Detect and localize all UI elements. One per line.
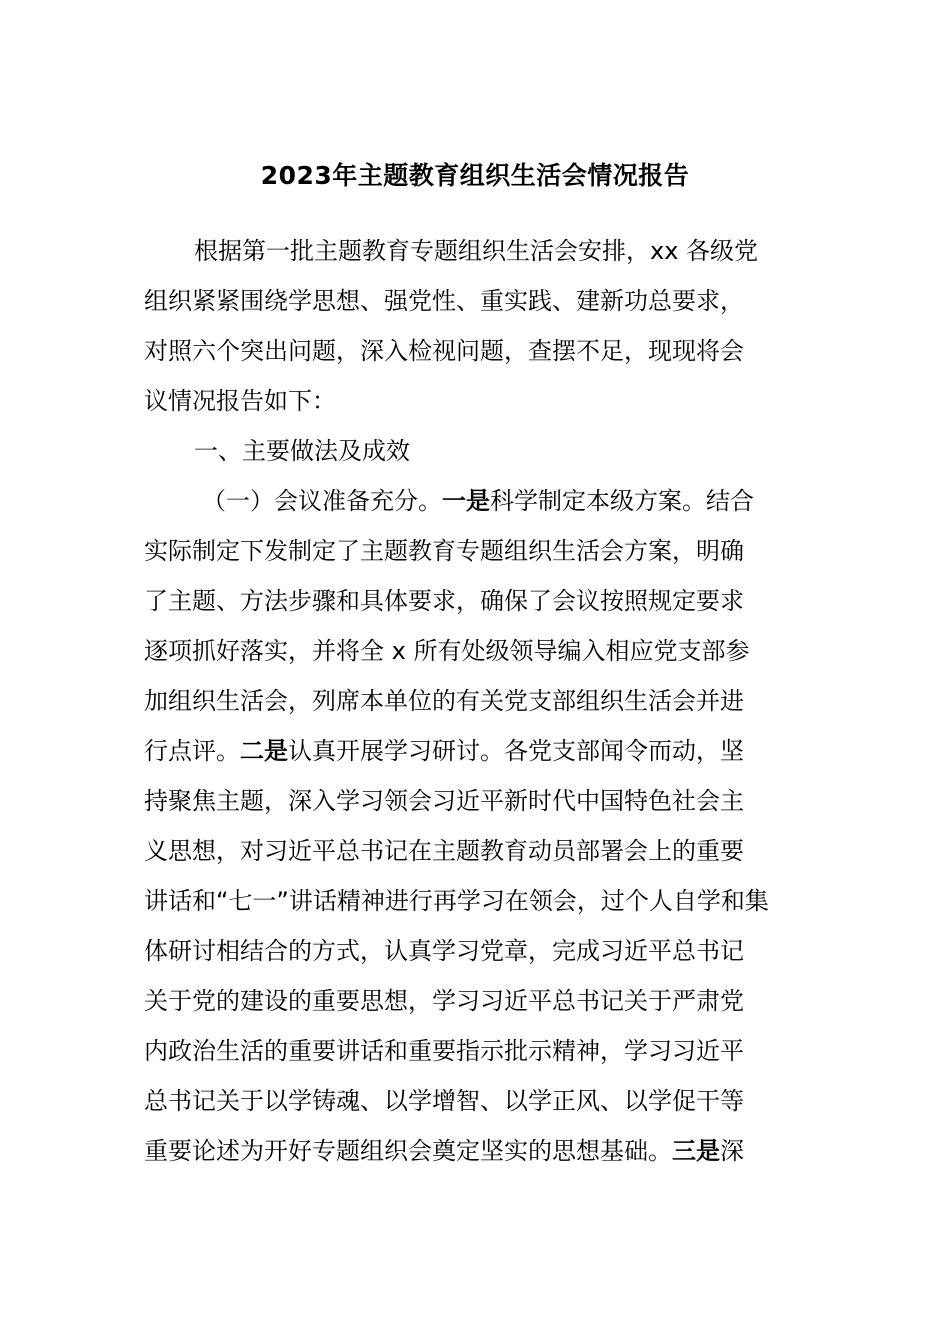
paragraph-line	[144, 526, 796, 576]
line-text: 内政治生活的重要讲话和重要指示批示精神，学习习近平	[144, 1037, 744, 1065]
line-text: 行点评。	[144, 737, 240, 765]
line-text: 实际制定下发制定了主题教育专题组织生活会方案，明确	[144, 537, 744, 565]
line-text: 一、主要做法及成效	[194, 437, 410, 465]
paragraph-line	[144, 576, 796, 626]
paragraph-line	[144, 926, 796, 976]
line-text: 加组织生活会，列席本单位的有关党支部组织生活会并进	[144, 687, 744, 715]
line-text: 逐项抓好落实，并将全 x 所有处级领导编入相应党支部参	[144, 637, 750, 665]
line-text: 组织紧紧围绕学思想、强党性、重实践、建新功总要求，	[144, 287, 744, 315]
line-text: 根据第一批主题教育专题组织生活会安排，xx 各级党	[194, 237, 759, 265]
paragraph-line	[144, 226, 796, 276]
line-text: 对照六个突出问题，深入检视问题，查摆不足，现现将会	[144, 337, 744, 365]
paragraph-line	[144, 676, 796, 726]
paragraph-line	[144, 1126, 796, 1176]
line-text: 重要论述为开好专题组织会奠定坚实的思想基础。	[144, 1137, 672, 1165]
line-text: 体研讨相结合的方式，认真学习党章，完成习近平总书记	[144, 937, 744, 965]
paragraph-line	[144, 1026, 796, 1076]
line-text: 认真开展学习研讨。各党支部闻令而动，坚	[288, 737, 744, 765]
paragraph-line	[144, 1076, 796, 1126]
paragraph-line	[144, 626, 796, 676]
section-heading	[144, 426, 796, 476]
line-text: 义思想，对习近平总书记在主题教育动员部署会上的重要	[144, 837, 744, 865]
paragraph-line	[144, 476, 796, 526]
subsection-heading: （一）会议准备充分。	[202, 487, 442, 515]
paragraph-line	[144, 276, 796, 326]
bold-marker: 一是	[442, 487, 490, 515]
paragraph-line	[144, 776, 796, 826]
paragraph-line	[144, 326, 796, 376]
bold-marker: 三是	[672, 1137, 720, 1165]
line-text: 总书记关于以学铸魂、以学增智、以学正风、以学促干等	[144, 1087, 744, 1115]
paragraph-line	[144, 976, 796, 1026]
line-text: 持聚焦主题，深入学习领会习近平新时代中国特色社会主	[144, 787, 744, 815]
line-text: 深	[720, 1137, 744, 1165]
line-text: 了主题、方法步骤和具体要求，确保了会议按照规定要求	[144, 587, 744, 615]
page-title: 2023年主题教育组织生活会情况报告	[260, 161, 690, 190]
line-text: 讲话和“七一”讲话精神进行再学习在领会，过个人自学和集	[144, 887, 769, 915]
paragraph-line	[144, 826, 796, 876]
paragraph-line	[144, 376, 796, 426]
bold-marker: 二是	[240, 737, 288, 765]
paragraph-line	[144, 726, 796, 776]
document-body	[144, 226, 796, 1176]
line-text: 关于党的建设的重要思想，学习习近平总书记关于严肃党	[144, 987, 744, 1015]
paragraph-line	[144, 876, 796, 926]
line-text: 议情况报告如下：	[144, 387, 336, 415]
line-text: 科学制定本级方案。结合	[490, 487, 754, 515]
